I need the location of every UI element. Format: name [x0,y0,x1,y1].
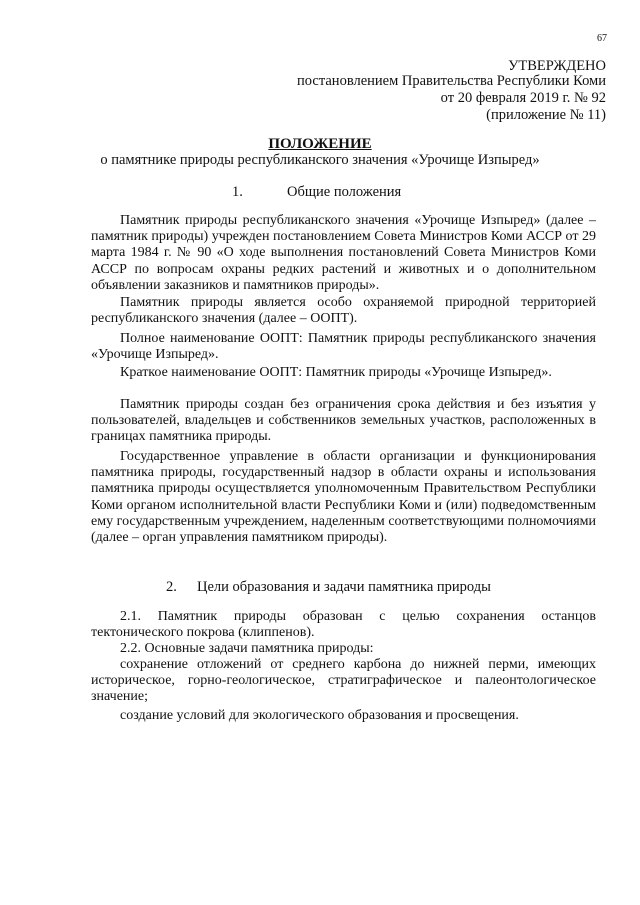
paragraph-1-1: Памятник природы республиканского значения «Урочище Изпыред» (далее – памятник природы) учрежден постановлением Совета Министров Коми АССР от 29 марта 1984 г. № 90 «О ходе выполнения постановлений Совета Министров Коми АССР по вопросам охраны редких растений и животных и о дополнительном объявлении заказников и памятников природы». [91,213,596,293]
section-1-heading: Общие положения [287,184,402,200]
approval-line-4: (приложение № 11) [486,107,606,123]
approval-line-2: постановлением Правительства Республики Коми [297,73,606,89]
task-1: сохранение отложений от среднего карбона до нижней перми, имеющих историческое, горно-геологическое, стратиграфическое и палеонтологическое значение; [91,657,596,705]
paragraph-1-3: Полное наименование ООПТ: Памятник природы республиканского значения «Урочище Изпыред». [91,331,596,363]
section-2-heading: Цели образования и задачи памятника природы [197,579,491,595]
section-2-number: 2. [166,579,177,595]
item-2-2: 2.2. Основные задачи памятника природы: [120,641,374,656]
paragraph-1-6: Государственное управление в области организации и функционирования памятника природы, государственный надзор в области охраны и использования памятника природы осуществляется уполномоченным Правительством Республики Коми органом исполнительной власти Республики Коми и (или) подведомственным ему государственным учреждением, наделенным соответствующими полномочиями (далее – орган управления памятником природы). [91,449,596,546]
section-1-number: 1. [232,184,243,200]
approval-line-3: от 20 февраля 2019 г. № 92 [440,90,606,106]
document-subtitle: о памятнике природы республиканского значения «Урочище Изпыред» [100,152,540,168]
document-title: ПОЛОЖЕНИЕ [268,136,372,152]
item-2-1: 2.1. Памятник природы образован с целью сохранения останцов тектонического покрова (клиппенов). [91,609,596,641]
paragraph-1-2: Памятник природы является особо охраняемой природной территорией республиканского значения (далее – ООПТ). [91,295,596,327]
paragraph-1-4: Краткое наименование ООПТ: Памятник природы «Урочище Изпыред». [120,365,552,380]
task-2: создание условий для экологического образования и просвещения. [120,708,519,723]
approval-line-1: УТВЕРЖДЕНО [508,58,606,74]
page-number: 67 [597,33,607,44]
paragraph-1-5: Памятник природы создан без ограничения срока действия и без изъятия у пользователей, владельцев и собственников земельных участков, расположенных в границах памятника природы. [91,397,596,445]
